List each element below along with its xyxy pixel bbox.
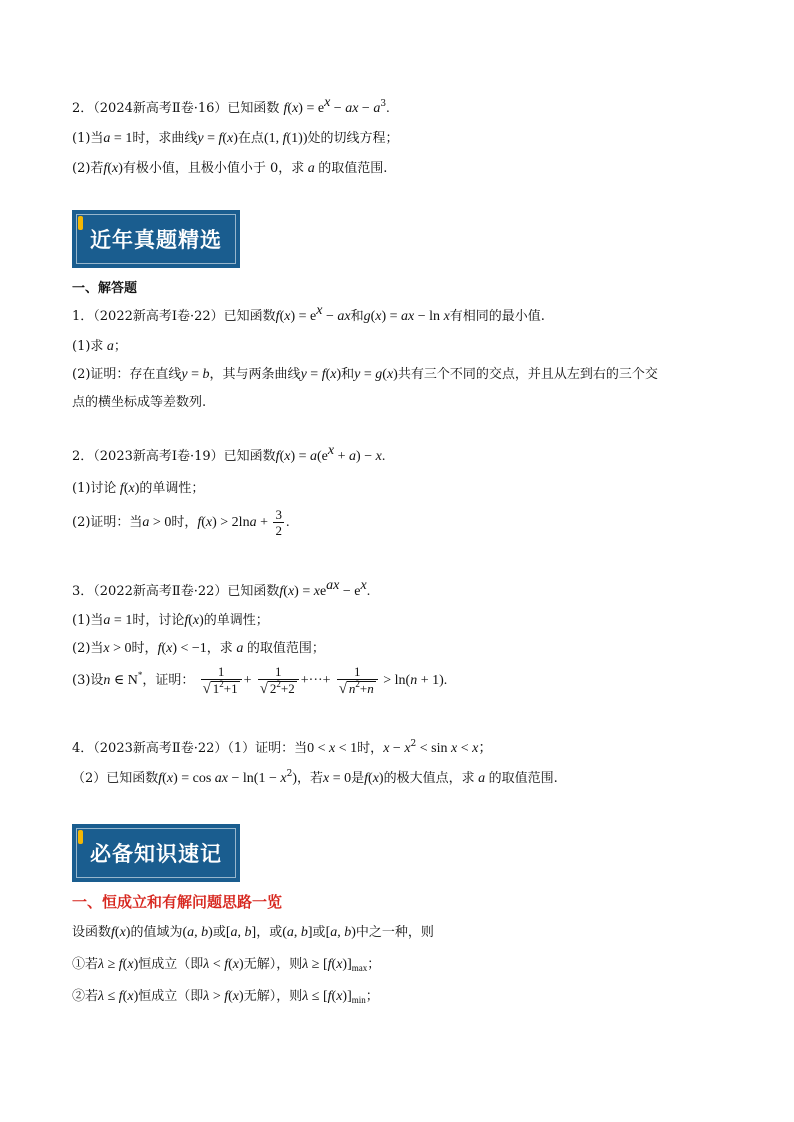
q2-part1: (1)讨论 f(x)的单调性； [72, 481, 205, 496]
knowledge-line-3: ②若λ ≤ f(x)恒成立（即λ > f(x)无解），则$\lambda \le [f(x)]_{min}$； [72, 989, 379, 1005]
q4-part1: 4．（2023新高考Ⅱ卷·22）（1）证明：当0 < x < 1时，$x - x^2 < \sin x < x$； [72, 739, 493, 756]
prev-q2-part2: (2)若f(x)有极小值，且极小值小于 0，求 a 的取值范围. [72, 161, 388, 176]
q3-part3: (3)设n ∈ N*，证明： 1 √ $1^2+1$ + 1 √ $2^2+2$ +···+ 1 √ $n^2+n$ > ln(n + 1). [72, 664, 448, 697]
knowledge-heading: 一、恒成立和有解问题思路一览 [72, 893, 283, 911]
section-banner-past-exams: 近年真题精选 [72, 210, 240, 268]
knowledge-line-1: 设函数f(x)的值域为(a, b)或[a, b]，或(a, b]或[a, b)中之一种，则 [72, 925, 434, 940]
section-banner-knowledge: 必备知识速记 [72, 824, 240, 882]
q1-part2: (2)证明：存在直线y = b，其与两条曲线y = f(x)和y = g(x)共有三个不同的交点，并且从左到右的三个交 [72, 367, 658, 382]
prev-q2-part1: (1)当a = 1时，求曲线y = f(x)在点(1, f(1))处的切线方程； [72, 131, 399, 146]
knowledge-line-2: ①若λ ≥ f(x)恒成立（即λ < f(x)无解），则$\lambda \ge [f(x)]_{max}$； [72, 957, 381, 973]
q1-part1: (1)求 a； [72, 339, 127, 354]
q3-part2: (2)当x > 0时，f(x) < −1，求 a 的取值范围； [72, 641, 325, 656]
prev-q2-stem: 2．（2024新高考Ⅱ卷·16）已知函数 $f(x) = e^x$ − ax − $a^3$. [72, 95, 390, 116]
q2-part2: (2)证明：当a > 0时，f(x) > 2lna + $\frac{3}{2}$ . [72, 506, 290, 538]
q4-part2: （2）已知函数f(x) = cos ax − $\ln(1 - x^2)$，若x = 0是f(x)的极大值点，求 a 的取值范围. [72, 769, 558, 786]
fraction: $\frac{3}{2}$ [275, 506, 282, 538]
q3-part1: (1)当a = 1时，讨论f(x)的单调性； [72, 613, 269, 628]
q1-stem: 1．（2022新高考Ⅰ卷·22）已知函数$f(x) = e^x$ − ax和g(x) = ax − ln x有相同的最小值. [72, 303, 545, 324]
q2-stem: 2．（2023新高考Ⅰ卷·19）已知函数$f(x) = a(e^x + a) - x$. [72, 443, 386, 464]
q1-part2-cont: 点的横坐标成等差数列. [72, 395, 207, 410]
q3-stem: 3．（2022新高考Ⅱ卷·22）已知函数$f(x) = xe^{ax} - e^x$. [72, 578, 371, 599]
section-heading-answers: 一、解答题 [72, 281, 138, 296]
